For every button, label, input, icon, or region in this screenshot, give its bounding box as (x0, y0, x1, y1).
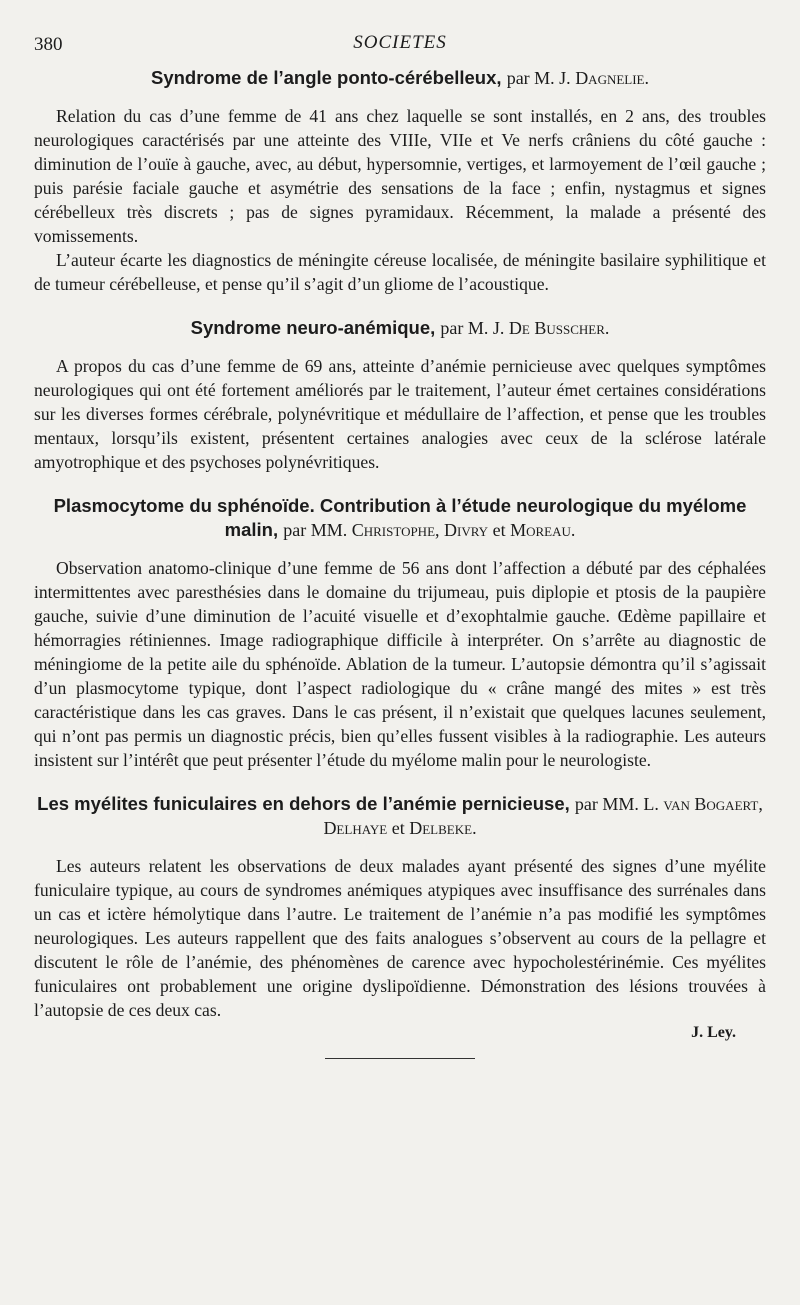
authors-conjunction: et (391, 818, 405, 838)
authors-prefix: par MM. (283, 520, 348, 540)
article-authors (507, 68, 649, 88)
article-plasmocytome (34, 494, 766, 772)
authors-suffix: . (604, 318, 610, 338)
author-name: Moreau (510, 520, 571, 540)
authors-suffix: . (472, 818, 477, 838)
title-text: Syndrome de l’angle ponto-cérébelleux, (150, 67, 502, 88)
authors-prefix: par M. J. (506, 68, 571, 88)
running-title: SOCIETES (353, 32, 447, 53)
article-body (34, 854, 766, 1022)
title-text: Plasmocytome du sphénoïde. Contribution à l’étude neurologique du myélome malin, (53, 495, 747, 540)
running-head (34, 26, 766, 66)
paragraph: A propos du cas d’une femme de 69 ans, atteinte d’anémie pernicieuse avec quelques symptômes neurologiques qui ont été fortement améliorés par le traitement, l’auteur émet certaines considérations sur les diverses formes cérébrale, polynévritique et médullaire de l’affection, et pense que les troubles mentaux, lorsqu’ils existent, présentent certaines analogies avec ceux de la sclérose latérale amyotrophique et des psychoses polynévritiques. (34, 356, 766, 472)
author-names: Christophe, Divry (351, 520, 489, 540)
paragraph: L’auteur écarte les diagnostics de méningite céreuse localisée, de méningite basilaire syphilitique et de tumeur cérébelleuse, et pense qu’il s’agit d’un gliome de l’acoustique. (34, 250, 766, 294)
article-body (34, 556, 766, 772)
paragraph: Les auteurs relatent les observations de deux malades ayant présenté des signes d’une myélite funiculaire typique, au cours de syndromes anémiques atypiques avec insuffisance des surrénales dans un cas et ictère hémolytique dans l’autre. Le traitement de l’anémie n’a pas modifié les symptômes neurologiques. Les auteurs rappellent que des faits analogues s’observent au cours de la pellagre et discutent le rôle de l’anémie, des phénomènes de carence avec hypocholestérinémie. Ces myélites funiculaires ont probablement une origine dyslipoïdienne. Démonstration des lésions trouvées à l’autopsie de ces deux cas. (34, 856, 766, 1020)
article-body (34, 104, 766, 296)
signature: J. Ley. (691, 1024, 736, 1041)
article-angle-ponto-cerebelleux (34, 66, 766, 296)
author-name: De Busscher (508, 318, 605, 338)
author-name: Dagnelie (575, 68, 645, 88)
page-number: 380 (34, 34, 63, 55)
paragraph: Observation anatomo-clinique d’une femme de 56 ans dont l’affection a débuté par des céphalées intermittentes avec paresthésies dans le domaine du trijumeau, puis diplopie et ptosis de la paupière gauche, suivie d’une diminution de l’acuité visuelle et d’exophtalmie gauche. Œdème papillaire et hémorragies rétiniennes. Image radiographique difficile à interpréter. On s’arrête au diagnostic de méningiome de la petite aile du sphénoïde. Ablation de la tumeur. L’autopsie démontra qu’il s’agissait d’un plasmocytome typique, dont l’aspect radiologique du « crâne mangé des mites » est très caractéristique dans les cas graves. Dans le cas présent, il n’existait que quelques lacunes seulement, qui n’ont pas permis un diagnostic précis, bien qu’elles fussent visibles à la radiographie. Les auteurs insistent sur l’intérêt que peut présenter l’étude du myélome malin pour le neurologiste. (34, 558, 766, 770)
article-title (34, 792, 766, 840)
authors-conjunction: et (492, 520, 506, 540)
closing-rule (325, 1058, 475, 1059)
authors-suffix: . (644, 68, 650, 88)
article-neuro-anemique (34, 316, 766, 474)
article-myelites-funiculaires (34, 792, 766, 1022)
title-text: Les myélites funiculaires en dehors de l’anémie pernicieuse, (37, 793, 570, 814)
authors-suffix: . (570, 520, 576, 540)
article-title (34, 316, 766, 340)
article-title (34, 66, 766, 90)
authors-prefix: par M. J. (440, 318, 505, 338)
article-title (34, 494, 766, 542)
authors-prefix: par MM. L. (574, 794, 659, 814)
author-names: van Bogaert, Delhaye (323, 794, 763, 838)
article-authors (283, 520, 575, 540)
article-authors (440, 318, 609, 338)
title-text: Syndrome neuro-anémique, (190, 317, 436, 338)
author-name: Delbeke (409, 818, 473, 838)
article-body (34, 354, 766, 474)
paragraph: Relation du cas d’une femme de 41 ans chez laquelle se sont installés, en 2 ans, des troubles neurologiques caractérisés par une atteinte des VIIIe, VIIe et Ve nerfs crâniens du côté gauche : diminution de l’ouïe à gauche, avec, au début, hypersomnie, vertiges, et larmoyement de l’œil gauche ; puis parésie faciale gauche et asymétrie des sensations de la face ; enfin, nystagmus et signes cérébelleux très discrets ; pas de signes pyramidaux. Récemment, la malade a présenté des vomissements. (34, 106, 766, 246)
